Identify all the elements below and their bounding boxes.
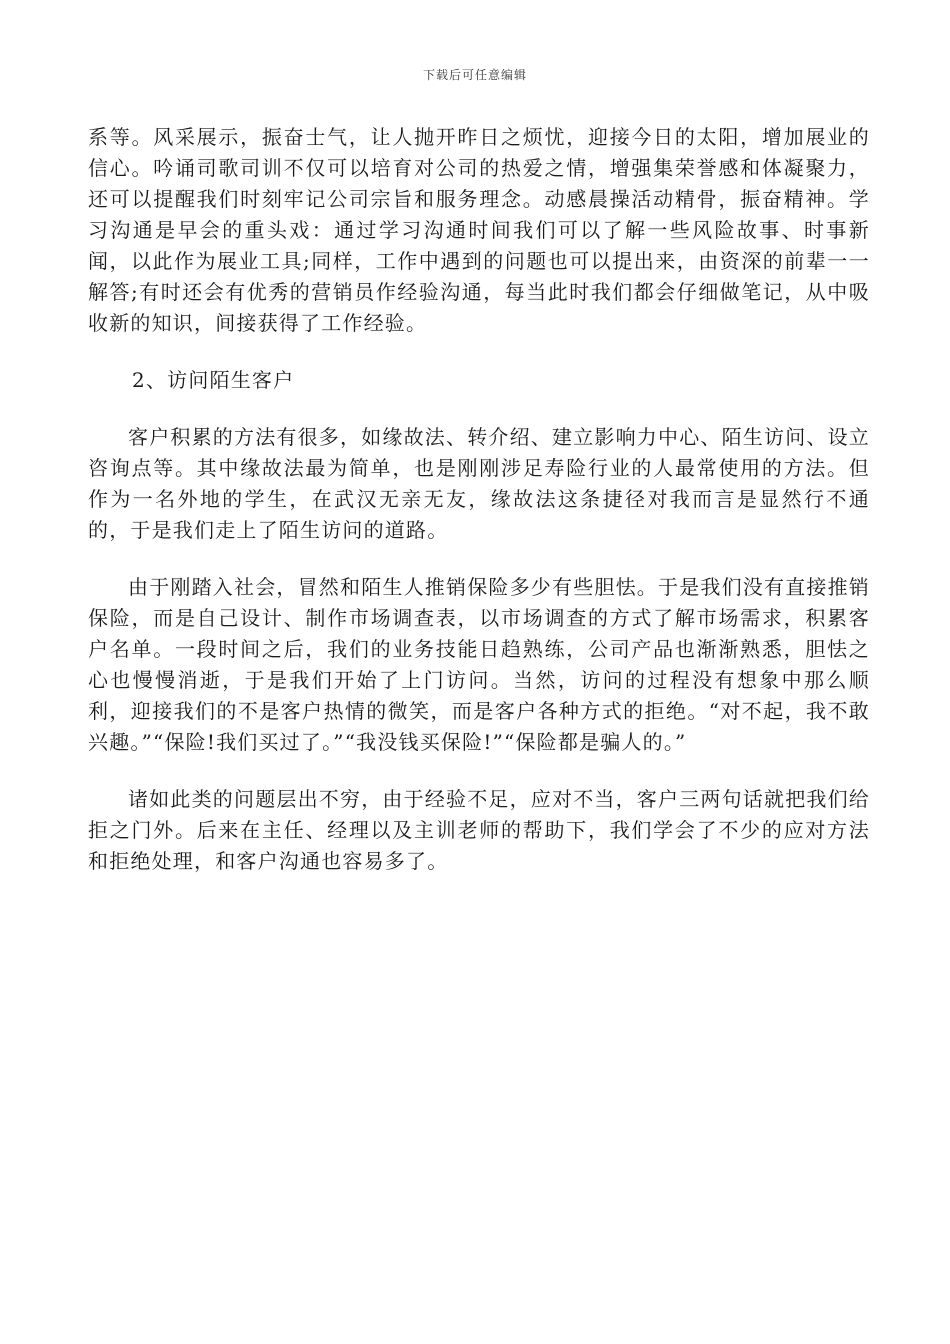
header-note: 下载后可任意编辑 [422, 68, 527, 82]
paragraph-door-to-door: 由于刚踏入社会，冒然和陌生人推销保险多少有些胆怯。于是我们没有直接推销保险，而是自己设计、制作市场调查表，以市场调查的方式了解市场需求，积累客户名单。一段时间之后，我们的业务技能日趋熟练，公司产品也渐渐熟悉，胆怯之心也慢慢消逝，于是我们开始了上门访问。当然，访问的过程没有想象中那么顺利，迎接我们的不是客户热情的微笑，而是客户各种方式的拒绝。“对不起，我不敢兴趣。”“保险!我们买过了。”“我没钱买保险!”“保险都是骗人的。” [88, 575, 870, 754]
paragraph-rejection-handling: 诸如此类的问题层出不穷，由于经验不足，应对不当，客户三两句话就把我们给拒之门外。后来在主任、经理以及主训老师的帮助下，我们学会了不少的应对方法和拒绝处理，和客户沟通也容易多了。 [88, 787, 870, 873]
paragraph-customer-methods: 客户积累的方法有很多，如缘故法、转介绍、建立影响力中心、陌生访问、设立咨询点等。其中缘故法最为简单，也是刚刚涉足寿险行业的人最常使用的方法。但作为一名外地的学生，在武汉无亲无友，缘故法这条捷径对我而言是显然行不通的，于是我们走上了陌生访问的道路。 [88, 425, 870, 542]
paragraph-morning-meeting: 系等。风采展示，振奋士气，让人抛开昨日之烦忧，迎接今日的太阳，增加展业的信心。吟诵司歌司训不仅可以培育对公司的热爱之情，增强集荣誉感和体凝聚力，还可以提醒我们时刻牢记公司宗旨和服务理念。动感晨操活动精骨，振奋精神。学习沟通是早会的重头戏：通过学习沟通时间我们可以了解一些风险故事、时事新闻，以此作为展业工具;同样，工作中遇到的问题也可以提出来，由资深的前辈一一解答;有时还会有优秀的营销员作经验沟通，每当此时我们都会仔细做笔记，从中吸收新的知识，间接获得了工作经验。 [88, 125, 870, 335]
section-heading-visit-strangers: 2、访问陌生客户 [132, 368, 295, 392]
document-body [88, 122, 870, 903]
